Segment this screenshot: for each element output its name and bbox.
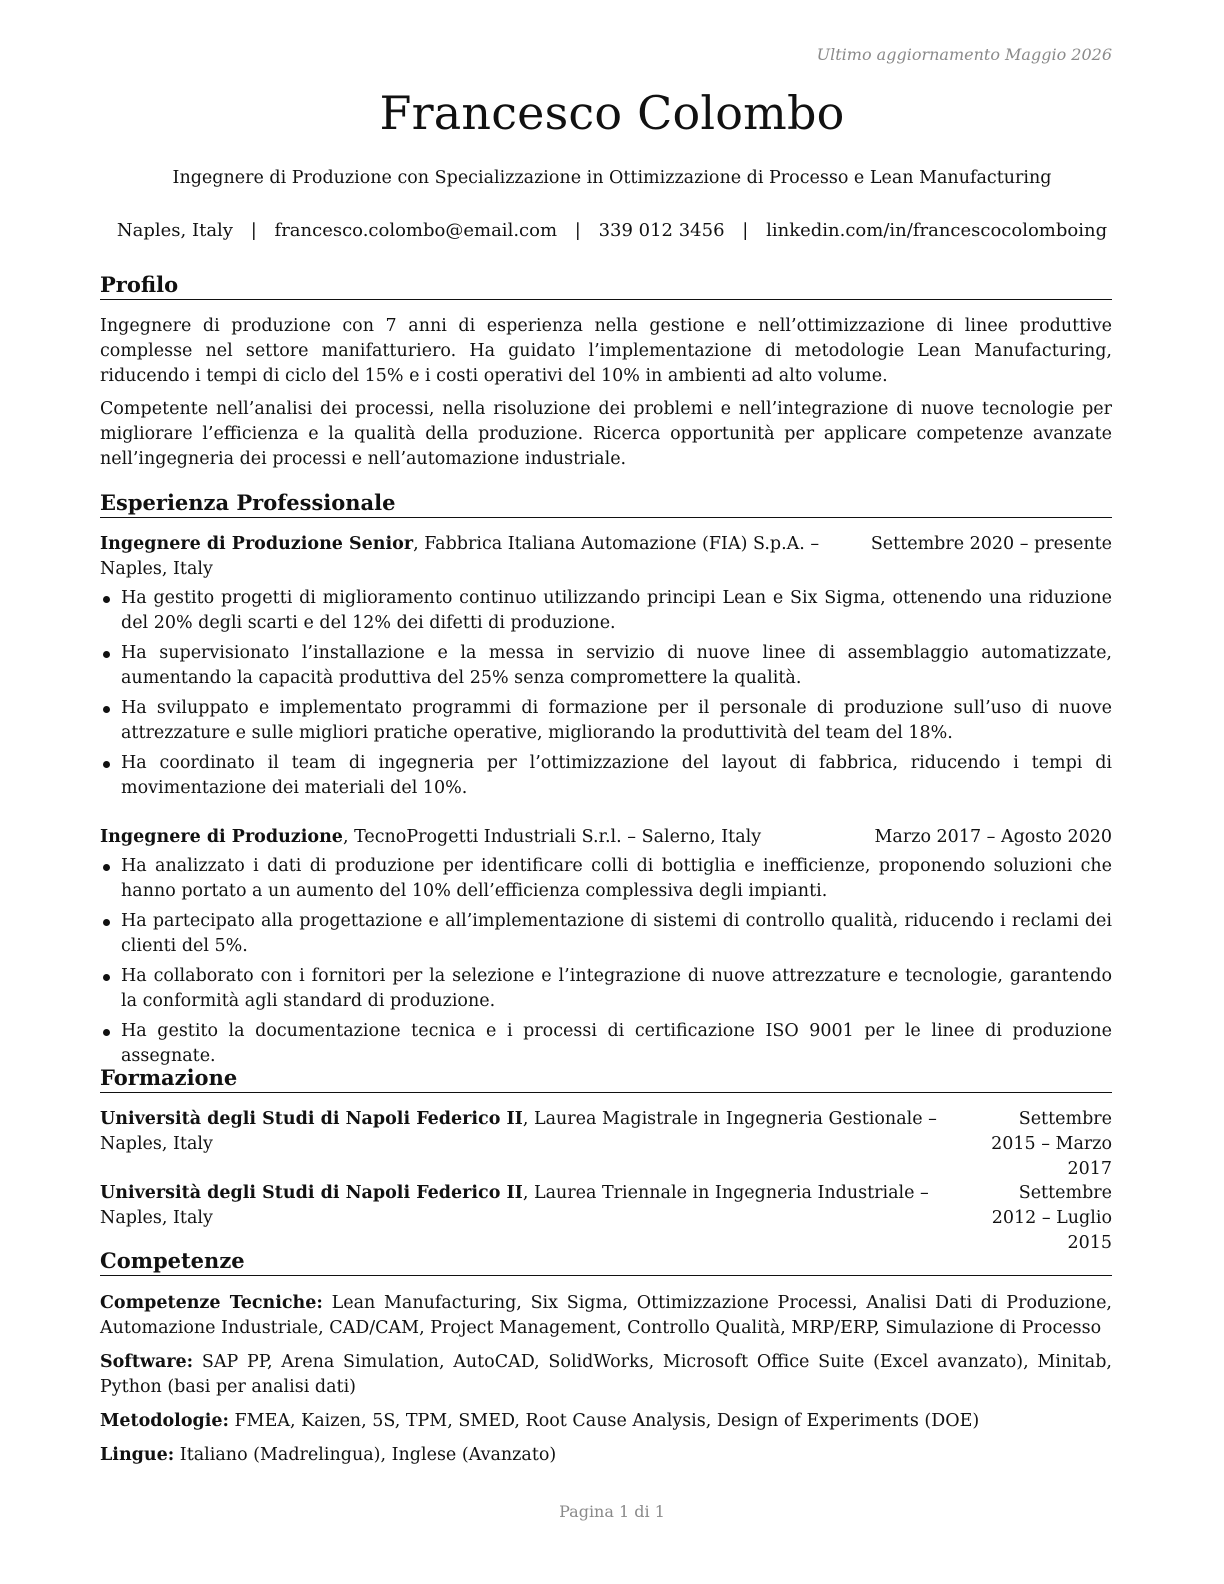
skills-section bbox=[100, 1291, 1112, 1477]
degree: , Laurea Triennale in Ingegneria Industriale – Naples, Italy bbox=[100, 1183, 929, 1228]
phone[interactable]: 339 012 3456 bbox=[598, 220, 725, 241]
contact-line bbox=[0, 220, 1224, 241]
email-link[interactable]: francesco.colombo@email.com bbox=[274, 220, 558, 241]
education-institution-line bbox=[100, 1107, 973, 1182]
degree: , Laurea Magistrale in Ingegneria Gestionale – Naples, Italy bbox=[100, 1109, 937, 1154]
skill-label: Competenze Tecniche: bbox=[100, 1293, 323, 1313]
skill-row bbox=[100, 1291, 1112, 1341]
section-title-skills: Competenze bbox=[100, 1248, 1112, 1276]
list-item: Ha analizzato i dati di produzione per identificare colli di bottiglia e inefficienze, proponendo soluzioni che hanno portato a un aumento del 10% dell’efficienza complessiva degli impianti. bbox=[100, 854, 1112, 904]
skill-text: FMEA, Kaizen, 5S, TPM, SMED, Root Cause Analysis, Design of Experiments (DOE) bbox=[228, 1411, 980, 1431]
job-bullets bbox=[100, 854, 1112, 1069]
list-item: Ha collaborato con i fornitori per la selezione e l’integrazione di nuove attrezzature e tecnologie, garantendo la conformità agli standard di produzione. bbox=[100, 964, 1112, 1014]
job-company: , Fabbrica Italiana Automazione (FIA) S.p.A. – Naples, Italy bbox=[100, 534, 820, 579]
job-header bbox=[100, 825, 1112, 850]
job-role: Ingegnere di Produzione bbox=[100, 827, 343, 847]
section-title-profile: Profilo bbox=[100, 272, 1112, 300]
list-item: Ha coordinato il team di ingegneria per l’ottimizzazione del layout di fabbrica, riducendo i tempi di movimentazione dei materiali del 10%. bbox=[100, 751, 1112, 801]
skill-label: Software: bbox=[100, 1352, 194, 1372]
separator: | bbox=[742, 220, 749, 241]
education-dates: Settembre 2015 – Marzo 2017 bbox=[991, 1109, 1112, 1179]
school-name: Università degli Studi di Napoli Federico II bbox=[100, 1109, 523, 1129]
education-institution-line bbox=[100, 1181, 973, 1256]
job-header bbox=[100, 532, 1112, 582]
list-item: Ha gestito la documentazione tecnica e i processi di certificazione ISO 9001 per le linee di produzione assegnate. bbox=[100, 1019, 1112, 1069]
education-dates: Settembre 2012 – Luglio 2015 bbox=[991, 1183, 1112, 1253]
profile-section bbox=[100, 314, 1112, 480]
separator: | bbox=[250, 220, 257, 241]
education-entry bbox=[100, 1181, 1112, 1256]
profile-paragraph: Ingegnere di produzione con 7 anni di esperienza nella gestione e nell’ottimizzazione di linee produttive complesse nel settore manifatturiero. Ha guidato l’implementazione di metodologie Lean Manufacturing, riducendo i tempi di ciclo del 15% e i costi operativi del 10% in ambienti ad alto volume. bbox=[100, 316, 1112, 386]
skill-text: Italiano (Madrelingua), Inglese (Avanzato) bbox=[174, 1445, 557, 1465]
separator: | bbox=[574, 220, 581, 241]
job-role: Ingegnere di Produzione Senior bbox=[100, 534, 414, 554]
list-item: Ha gestito progetti di miglioramento continuo utilizzando principi Lean e Six Sigma, ottenendo una riduzione del 20% degli scarti e del 12% dei difetti di produzione. bbox=[100, 586, 1112, 636]
experience-job bbox=[100, 825, 1112, 1074]
skill-label: Lingue: bbox=[100, 1445, 175, 1465]
last-updated: Ultimo aggiornamento Maggio 2026 bbox=[816, 45, 1112, 64]
job-company: , TecnoProgetti Industriali S.r.l. – Salerno, Italy bbox=[342, 827, 762, 847]
page-number: Pagina 1 di 1 bbox=[559, 1502, 665, 1521]
skill-row bbox=[100, 1350, 1112, 1400]
job-dates: Marzo 2017 – Agosto 2020 bbox=[874, 827, 1112, 847]
job-title-line bbox=[100, 825, 875, 850]
profile-paragraph: Competente nell’analisi dei processi, nella risoluzione dei problemi e nell’integrazione di nuove tecnologie per migliorare l’efficienza e la qualità della produzione. Ricerca opportunità per applicare competenze avanzate nell’ingegneria dei processi e nell’automazione industriale. bbox=[100, 399, 1112, 469]
job-dates: Settembre 2020 – presente bbox=[870, 534, 1112, 554]
skill-text: Lean Manufacturing, Six Sigma, Ottimizzazione Processi, Analisi Dati di Produzione, Automazione Industriale, CAD/CAM, Project Management, Controllo Qualità, MRP/ERP, Simulazione di Processo bbox=[100, 1293, 1112, 1338]
school-name: Università degli Studi di Napoli Federico II bbox=[100, 1183, 523, 1203]
education-entry bbox=[100, 1107, 1112, 1182]
skill-label: Metodologie: bbox=[100, 1411, 229, 1431]
experience-job bbox=[100, 532, 1112, 806]
headline: Ingegnere di Produzione con Specializzazione in Ottimizzazione di Processo e Lean Manufacturing bbox=[172, 168, 1052, 188]
location: Naples, Italy bbox=[116, 220, 233, 241]
skill-text: SAP PP, Arena Simulation, AutoCAD, SolidWorks, Microsoft Office Suite (Excel avanzato), Minitab, Python (basi per analisi dati) bbox=[100, 1352, 1112, 1397]
section-title-education: Formazione bbox=[100, 1065, 1112, 1093]
list-item: Ha sviluppato e implementato programmi di formazione per il personale di produzione sull’uso di nuove attrezzature e sulle migliori pratiche operative, migliorando la produttività del team del 18%. bbox=[100, 696, 1112, 746]
section-title-experience: Esperienza Professionale bbox=[100, 490, 1112, 518]
job-title-line bbox=[100, 532, 871, 582]
job-bullets bbox=[100, 586, 1112, 801]
list-item: Ha partecipato alla progettazione e all’implementazione di sistemi di controllo qualità, riducendo i reclami dei clienti del 5%. bbox=[100, 909, 1112, 959]
skill-row bbox=[100, 1409, 1112, 1434]
candidate-name: Francesco Colombo bbox=[379, 86, 845, 140]
list-item: Ha supervisionato l’installazione e la messa in servizio di nuove linee di assemblaggio automatizzate, aumentando la capacità produttiva del 25% senza compromettere la qualità. bbox=[100, 641, 1112, 691]
linkedin-link[interactable]: linkedin.com/in/francescocolomboing bbox=[766, 220, 1108, 241]
skill-row bbox=[100, 1443, 1112, 1468]
